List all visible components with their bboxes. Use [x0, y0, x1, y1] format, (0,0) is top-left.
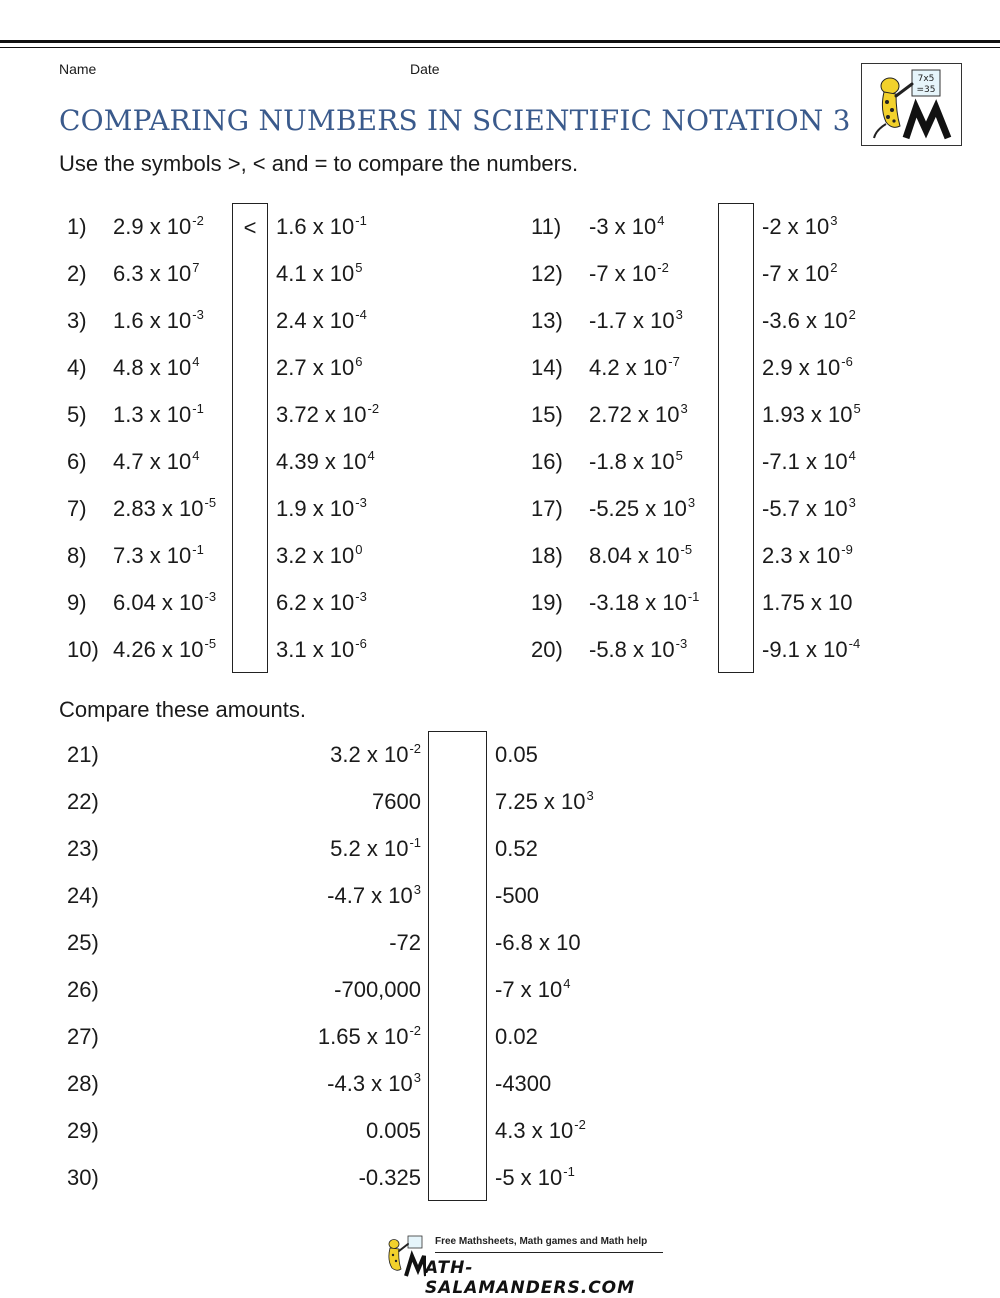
problem-number: 1): [67, 214, 87, 239]
right-value: [276, 297, 367, 347]
left-value: [113, 438, 200, 488]
exponent: 4: [848, 448, 856, 463]
right-value: [762, 485, 856, 535]
right-value: [762, 626, 860, 676]
mantissa: -4300: [495, 1071, 552, 1096]
left-value: [366, 1107, 421, 1154]
problem-row: [531, 532, 971, 579]
exponent: -3: [355, 495, 367, 510]
left-value: [113, 344, 200, 394]
mantissa: 2.3 x 10: [762, 543, 841, 568]
right-value: [762, 297, 856, 347]
right-value: [762, 532, 853, 582]
mantissa: -2 x 10: [762, 214, 830, 239]
exponent: -6: [841, 354, 853, 369]
exponent: 3: [830, 213, 838, 228]
instructions: Use the symbols >, < and = to compare the numbers.: [59, 151, 579, 176]
answer-box[interactable]: [718, 344, 754, 391]
left-value: [589, 203, 665, 253]
answer-box[interactable]: [232, 438, 268, 485]
answer-box[interactable]: [718, 532, 754, 579]
exponent: -4: [355, 307, 367, 322]
problem-row: [67, 391, 487, 438]
exponent: -6: [355, 636, 367, 651]
right-value: [762, 344, 853, 394]
mantissa: -5.8 x 10: [589, 637, 675, 662]
left-value: [589, 250, 669, 300]
mantissa: 1.3 x 10: [113, 402, 192, 427]
exponent: 3: [848, 495, 856, 510]
problem-number: 26): [67, 977, 99, 1002]
left-value: [359, 1154, 421, 1201]
exponent: -7: [668, 354, 680, 369]
footer-salamander-icon: [380, 1234, 426, 1280]
problem-number: 14): [531, 355, 563, 380]
exponent: 0: [355, 542, 363, 557]
exponent: -1: [409, 835, 421, 850]
right-value: [276, 485, 367, 535]
section-heading-compare-amounts: Compare these amounts.: [59, 697, 307, 722]
answer-box[interactable]: [232, 250, 268, 297]
answer-box[interactable]: [232, 391, 268, 438]
problem-number: 29): [67, 1118, 99, 1143]
top-rule-thick: [0, 40, 1000, 43]
mantissa: 4.3 x 10: [495, 1118, 574, 1143]
answer-box[interactable]: [428, 1154, 487, 1201]
mantissa: 4.26 x 10: [113, 637, 204, 662]
right-value: [495, 1154, 575, 1204]
exponent: -4: [848, 636, 861, 651]
problem-number: 18): [531, 543, 563, 568]
exponent: -3: [192, 307, 204, 322]
problem-number: 3): [67, 308, 87, 333]
problem-row: [531, 203, 971, 250]
right-value: [495, 872, 539, 919]
right-value: [762, 579, 853, 626]
left-value: [113, 203, 204, 253]
answer-box[interactable]: [428, 919, 487, 966]
problem-number: 2): [67, 261, 87, 286]
left-value: [589, 297, 683, 347]
left-value: [589, 391, 688, 441]
mantissa: -7.1 x 10: [762, 449, 848, 474]
mantissa: 4.39 x 10: [276, 449, 367, 474]
mantissa: 1.65 x 10: [317, 1024, 409, 1049]
answer-box[interactable]: [718, 626, 754, 673]
problem-row: [67, 626, 487, 673]
exponent: 4: [192, 448, 200, 463]
footer-tagline: Free Mathsheets, Math games and Math help: [435, 1236, 648, 1247]
mantissa: 2.4 x 10: [276, 308, 355, 333]
left-value: [589, 579, 699, 629]
mantissa: 7.25 x 10: [495, 789, 586, 814]
left-value: [334, 966, 421, 1013]
left-value: [113, 579, 216, 629]
mantissa: -5.7 x 10: [762, 496, 848, 521]
exponent: 3: [586, 788, 594, 803]
exponent: -1: [563, 1164, 575, 1179]
mantissa: 0.05: [495, 742, 538, 767]
answer-box[interactable]: [718, 391, 754, 438]
exponent: 2: [848, 307, 856, 322]
problem-row: [67, 778, 687, 825]
answer-box[interactable]: [718, 203, 754, 250]
problem-row: [531, 344, 971, 391]
left-value: [113, 250, 200, 300]
left-value: [330, 825, 421, 875]
mantissa: 1.75 x 10: [762, 590, 853, 615]
exponent: 4: [192, 354, 200, 369]
problem-number: 16): [531, 449, 563, 474]
mantissa: 2.83 x 10: [113, 496, 204, 521]
right-value: [276, 391, 379, 441]
exponent: -3: [675, 636, 688, 651]
answer-box[interactable]: [428, 1060, 487, 1107]
exponent: 3: [413, 882, 421, 897]
exponent: -2: [367, 401, 380, 416]
answer-box[interactable]: [428, 1013, 487, 1060]
mantissa: 4.7 x 10: [113, 449, 192, 474]
problem-number: 12): [531, 261, 563, 286]
answer-box[interactable]: [428, 1107, 487, 1154]
page-title: COMPARING NUMBERS IN SCIENTIFIC NOTATION 3: [59, 104, 851, 137]
left-value: [389, 919, 421, 966]
problem-row: [531, 250, 971, 297]
salamander-logo: [861, 63, 962, 146]
problem-number: 4): [67, 355, 87, 380]
mantissa: 4.2 x 10: [589, 355, 668, 380]
left-value: [589, 438, 683, 488]
exponent: -1: [192, 542, 204, 557]
problem-number: 25): [67, 930, 99, 955]
problem-row: [531, 391, 971, 438]
left-value: [318, 1013, 421, 1063]
exponent: -1: [687, 589, 700, 604]
right-value: [495, 966, 571, 1016]
exponent: 7: [192, 260, 200, 275]
problem-number: 7): [67, 496, 87, 521]
mantissa: -9.1 x 10: [762, 637, 848, 662]
problem-row: [67, 532, 487, 579]
problem-row: [67, 1107, 687, 1154]
exponent: -2: [192, 213, 204, 228]
exponent: -5: [680, 542, 693, 557]
mantissa: 6.3 x 10: [113, 261, 192, 286]
problem-number: 8): [67, 543, 87, 568]
name-label: Name: [59, 61, 97, 77]
right-value: [495, 919, 581, 966]
problem-number: 20): [531, 637, 563, 662]
mantissa: 0.005: [365, 1118, 421, 1143]
exponent: 5: [853, 401, 861, 416]
answer-box[interactable]: [232, 297, 268, 344]
mantissa: -3 x 10: [589, 214, 657, 239]
mantissa: 1.6 x 10: [276, 214, 355, 239]
mantissa: -4.3 x 10: [327, 1071, 413, 1096]
mantissa: 3.1 x 10: [276, 637, 355, 662]
right-value: [495, 778, 594, 828]
answer-box[interactable]: [428, 825, 487, 872]
exponent: 6: [355, 354, 363, 369]
problem-row: [531, 579, 971, 626]
mantissa: -7 x 10: [495, 977, 563, 1002]
exponent: -2: [574, 1117, 586, 1132]
problem-row: [531, 297, 971, 344]
exponent: -2: [409, 1023, 421, 1038]
mantissa: 0.02: [495, 1024, 538, 1049]
exponent: 2: [830, 260, 838, 275]
answer-box[interactable]: [232, 626, 268, 673]
problem-row: [67, 579, 487, 626]
mantissa: -0.325: [358, 1165, 421, 1190]
mantissa: 2.9 x 10: [113, 214, 192, 239]
mantissa: 2.7 x 10: [276, 355, 355, 380]
problem-number: 27): [67, 1024, 99, 1049]
problem-row: [531, 485, 971, 532]
mantissa: 3.72 x 10: [276, 402, 367, 427]
problem-row: [67, 1154, 687, 1201]
exponent: 4: [367, 448, 375, 463]
mantissa: -1.8 x 10: [589, 449, 675, 474]
right-value: [762, 203, 838, 253]
answer-box[interactable]: [232, 485, 268, 532]
problem-number: 9): [67, 590, 87, 615]
right-value: [762, 250, 838, 300]
answer-box[interactable]: [428, 731, 487, 778]
right-value: [276, 532, 363, 582]
right-value: [276, 579, 367, 629]
problem-number: 13): [531, 308, 563, 333]
exponent: -3: [355, 589, 367, 604]
exponent: 5: [355, 260, 363, 275]
problem-number: 28): [67, 1071, 99, 1096]
right-value: [276, 250, 363, 300]
problem-row: [67, 438, 487, 485]
mantissa: -7 x 10: [762, 261, 830, 286]
right-value: [276, 438, 375, 488]
right-value: [762, 391, 861, 441]
footer-underline: [435, 1252, 663, 1253]
left-value: [113, 532, 204, 582]
exponent: -5: [204, 636, 217, 651]
footer-site-name: ATH-SALAMANDERS.COM: [425, 1258, 636, 1298]
mantissa: 8.04 x 10: [589, 543, 680, 568]
problem-row: [67, 1060, 687, 1107]
answer-box[interactable]: [428, 778, 487, 825]
problem-number: 24): [67, 883, 99, 908]
problem-row: [67, 485, 487, 532]
right-value: [495, 825, 538, 872]
exponent: 3: [680, 401, 688, 416]
problem-number: 10): [67, 637, 99, 662]
mantissa: -72: [389, 930, 421, 955]
problem-row: [67, 1013, 687, 1060]
left-value: [113, 297, 204, 347]
problem-number: 19): [531, 590, 563, 615]
mantissa: -3.6 x 10: [762, 308, 848, 333]
exponent: -1: [355, 213, 367, 228]
mantissa: -1.7 x 10: [589, 308, 675, 333]
problem-number: 30): [67, 1165, 99, 1190]
exponent: 5: [675, 448, 683, 463]
answer-box[interactable]: <: [232, 203, 268, 250]
right-value: [495, 1107, 586, 1157]
exponent: 3: [413, 1070, 421, 1085]
exponent: 4: [657, 213, 665, 228]
mantissa: 5.2 x 10: [330, 836, 409, 861]
mantissa: -700,000: [334, 977, 421, 1002]
problem-number: 23): [67, 836, 99, 861]
mantissa: 7600: [372, 789, 421, 814]
left-value: [327, 1060, 421, 1110]
logo-board-line1: 7x5: [917, 74, 935, 84]
exponent: -2: [409, 741, 421, 756]
left-value: [113, 485, 216, 535]
problem-number: 6): [67, 449, 87, 474]
right-value: [276, 626, 367, 676]
left-value: [330, 731, 421, 781]
right-value: [762, 438, 856, 488]
answer-box[interactable]: [428, 872, 487, 919]
left-value: [372, 778, 421, 825]
top-rule-thin: [0, 47, 1000, 48]
mantissa: -5.25 x 10: [589, 496, 687, 521]
problem-number: 11): [531, 214, 562, 239]
left-value: [113, 626, 216, 676]
problem-row: [67, 966, 687, 1013]
mantissa: 6.04 x 10: [113, 590, 204, 615]
mantissa: 4.1 x 10: [276, 261, 355, 286]
mantissa: 7.3 x 10: [113, 543, 192, 568]
problem-row: [67, 825, 687, 872]
mantissa: 3.2 x 10: [330, 742, 409, 767]
mantissa: 3.2 x 10: [276, 543, 355, 568]
answer-box[interactable]: [232, 532, 268, 579]
mantissa: -500: [495, 883, 540, 908]
left-value: [589, 485, 695, 535]
problem-row: [67, 919, 687, 966]
problem-number: 5): [67, 402, 87, 427]
exponent: -3: [204, 589, 217, 604]
answer-box[interactable]: [718, 579, 754, 626]
answer-box[interactable]: [718, 438, 754, 485]
mantissa: -7 x 10: [589, 261, 657, 286]
left-value: [327, 872, 421, 922]
answer-box[interactable]: [232, 344, 268, 391]
mantissa: 0.52: [495, 836, 538, 861]
mantissa: 2.9 x 10: [762, 355, 841, 380]
problem-row: [67, 250, 487, 297]
mantissa: 6.2 x 10: [276, 590, 355, 615]
right-value: [495, 731, 538, 778]
mantissa: 1.93 x 10: [762, 402, 853, 427]
mantissa: -6.8 x 10: [495, 930, 581, 955]
problem-row: [67, 872, 687, 919]
answer-box[interactable]: [718, 297, 754, 344]
left-value: [589, 532, 692, 582]
mantissa: -5 x 10: [495, 1165, 563, 1190]
problem-row: [67, 203, 487, 250]
exponent: -9: [841, 542, 853, 557]
mantissa: 1.9 x 10: [276, 496, 355, 521]
exponent: -1: [192, 401, 204, 416]
exponent: -2: [657, 260, 669, 275]
problem-row: [531, 438, 971, 485]
exponent: 3: [687, 495, 696, 510]
footer-brand: [380, 1232, 680, 1298]
problem-row: [67, 731, 687, 778]
exponent: 3: [675, 307, 683, 322]
mantissa: 1.6 x 10: [113, 308, 192, 333]
problem-number: 17): [531, 496, 563, 521]
left-value: [113, 391, 204, 441]
problem-row: [67, 297, 487, 344]
right-value: [276, 344, 363, 394]
logo-board-line2: =35: [916, 85, 936, 95]
answer-box[interactable]: [718, 250, 754, 297]
answer-box[interactable]: [232, 579, 268, 626]
date-label: Date: [410, 61, 440, 77]
problem-row: [67, 344, 487, 391]
left-value: [589, 626, 687, 676]
mantissa: -3.18 x 10: [589, 590, 687, 615]
answer-box[interactable]: [718, 485, 754, 532]
exponent: 4: [563, 976, 571, 991]
right-value: [495, 1013, 538, 1060]
right-value: [495, 1060, 551, 1107]
left-value: [589, 344, 680, 394]
mantissa: 4.8 x 10: [113, 355, 192, 380]
exponent: -5: [204, 495, 217, 510]
mantissa: 2.72 x 10: [589, 402, 680, 427]
problem-number: 22): [67, 789, 99, 814]
problem-row: [531, 626, 971, 673]
problem-number: 21): [67, 742, 99, 767]
mantissa: -4.7 x 10: [327, 883, 413, 908]
answer-box[interactable]: [428, 966, 487, 1013]
right-value: [276, 203, 367, 253]
problem-number: 15): [531, 402, 563, 427]
